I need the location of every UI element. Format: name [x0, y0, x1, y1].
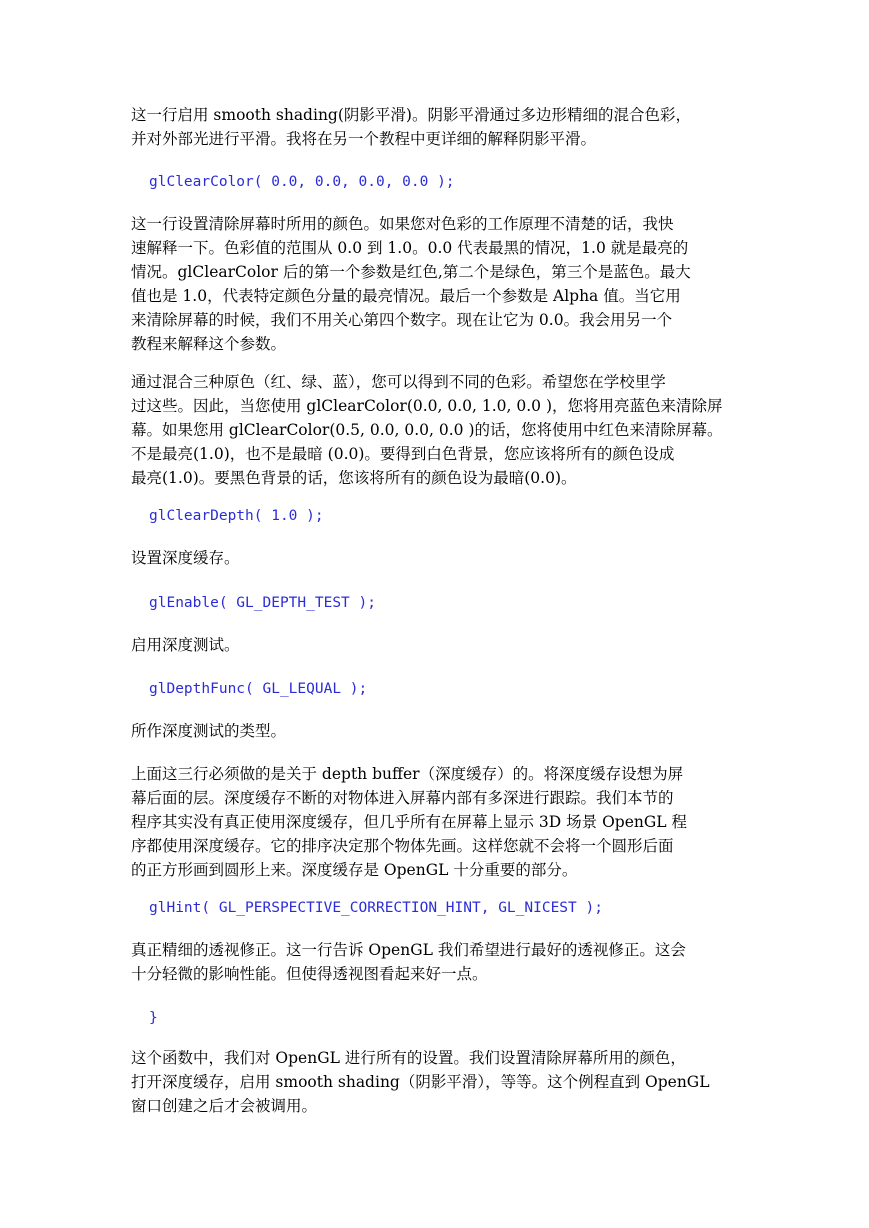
code-line-closing-brace: } [149, 1010, 158, 1026]
code-line-clear-depth: glClearDepth( 1.0 ); [149, 508, 324, 524]
paragraph-color-mixing: 通过混合三种原色（红、绿、蓝），您可以得到不同的色彩。希望您在学校里学 过这些。因此，当您使用 glClearColor(0.0, 0.0, 1.0, 0.0 )，您将用亮蓝色来清除屏 幕。如果您用 glClearColor(0.5, 0.0, 0.0, 0.0 )的话，您将使用中红色来清除屏幕。 不是最亮(1.0)，也不是最暗 (0.0)。要得到白色背景，您应该将所有的颜色设成 最亮(1.0)。要黑色背景的话，您该将所有的颜色设为最暗(0.0)。 [131, 373, 723, 487]
paragraph-enable-depth-test: 启用深度测试。 [131, 636, 240, 654]
paragraph-perspective-correction: 真正精细的透视修正。这一行告诉 OpenGL 我们希望进行最好的透视修正。这会 十分轻微的影响性能。但使得透视图看起来好一点。 [131, 941, 686, 983]
paragraph-depth-buffer-explanation: 上面这三行必须做的是关于 depth buffer（深度缓存）的。将深度缓存设想为屏 幕后面的层。深度缓存不断的对物体进入屏幕内部有多深进行跟踪。我们本节的 程序其实没有真正使用深度缓存，但几乎所有在屏幕上显示 3D 场景 OpenGL 程 序都使用深度缓存。它的排序决定那个物体先画。这样您就不会将一个圆形后面 的正方形画到圆形上来。深度缓存是 OpenGL 十分重要的部分。 [131, 765, 687, 879]
code-line-hint: glHint( GL_PERSPECTIVE_CORRECTION_HINT, GL_NICEST ); [149, 900, 603, 916]
paragraph-clear-color: 这一行设置清除屏幕时所用的颜色。如果您对色彩的工作原理不清楚的话，我快 速解释一下。色彩值的范围从 0.0 到 1.0。0.0 代表最黑的情况，1.0 就是最亮的 情况。glClearColor 后的第一个参数是红色,第二个是绿色，第三个是蓝色。最大 值也是 1.0，代表特定颜色分量的最亮情况。最后一个参数是 Alpha 值。当它用 来清除屏幕的时候，我们不用关心第四个数字。现在让它为 0.0。我会用另一个 教程来解释这个参数。 [131, 215, 691, 353]
paragraph-depth-test-type: 所作深度测试的类型。 [131, 722, 287, 740]
paragraph-depth-buffer-setup: 设置深度缓存。 [131, 549, 240, 567]
code-line-clear-color: glClearColor( 0.0, 0.0, 0.0, 0.0 ); [149, 174, 455, 190]
code-line-enable-depth-test: glEnable( GL_DEPTH_TEST ); [149, 595, 376, 611]
paragraph-function-summary: 这个函数中，我们对 OpenGL 进行所有的设置。我们设置清除屏幕所用的颜色， 打开深度缓存，启用 smooth shading（阴影平滑），等等。这个例程直到 OpenGL 窗口创建之后才会被调用。 [131, 1049, 710, 1115]
code-line-depth-func: glDepthFunc( GL_LEQUAL ); [149, 681, 368, 697]
paragraph-smooth-shading: 这一行启用 smooth shading(阴影平滑)。阴影平滑通过多边形精细的混合色彩， 并对外部光进行平滑。我将在另一个教程中更详细的解释阴影平滑。 [131, 106, 691, 148]
